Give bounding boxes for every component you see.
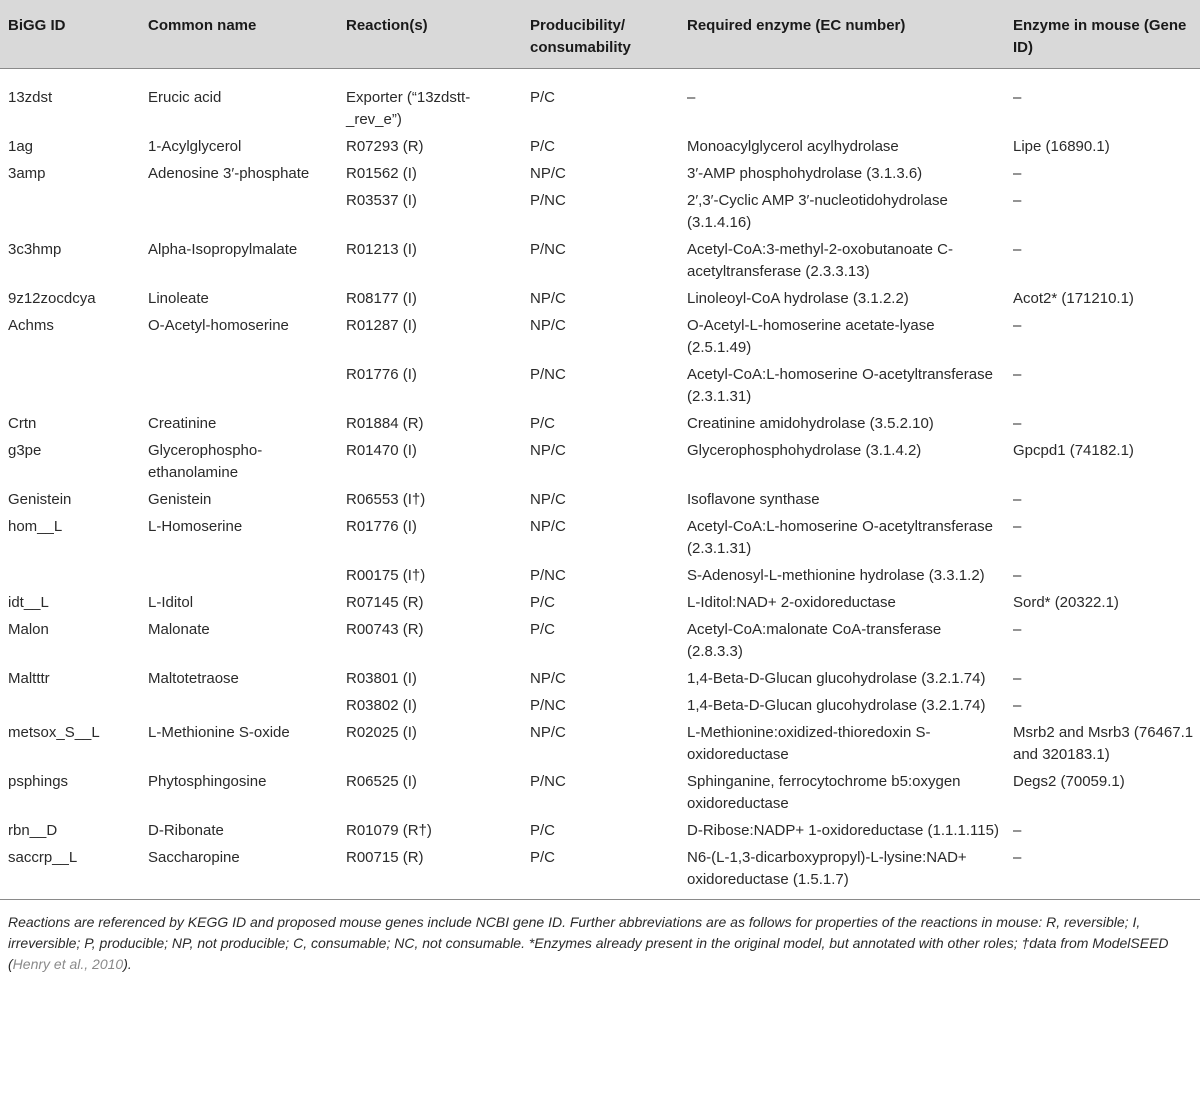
cell-bigg-id: idt__L <box>8 594 49 611</box>
cell-required-enzyme: Acetyl-CoA:L-homoserine O-acetyltransferase (2.3.1.31) <box>687 366 993 405</box>
cell-required-enzyme: N6-(L-1,3-dicarboxypropyl)-L-lysine:NAD+ oxidoreductase (1.5.1.7) <box>679 844 1005 900</box>
table-row <box>0 692 1200 719</box>
cell-mouse-enzyme: – <box>1013 621 1022 638</box>
cell-producibility: P/C <box>530 822 556 839</box>
table-row <box>0 187 1200 236</box>
cell-required-enzyme: Glycerophosphohydrolase (3.1.4.2) <box>687 442 922 459</box>
cell-required-enzyme: 1,4-Beta-D-Glucan glucohydrolase (3.2.1.74) <box>687 670 986 687</box>
table-row <box>0 160 1200 187</box>
cell-required-enzyme: Linoleoyl-CoA hydrolase (3.1.2.2) <box>687 290 909 307</box>
cell-common-name: Linoleate <box>148 290 209 307</box>
cell-reaction: R00715 (R) <box>338 844 522 900</box>
cell-reaction: R01213 (I) <box>346 241 417 258</box>
cell-bigg-id <box>0 562 140 589</box>
cell-common-name: Creatinine <box>148 415 217 432</box>
cell-producibility: NP/C <box>530 290 566 307</box>
table-body <box>0 69 1200 900</box>
cell-mouse-enzyme: – <box>1013 670 1022 687</box>
cell-mouse-enzyme: – <box>1013 697 1022 714</box>
cell-required-enzyme: – <box>687 89 696 106</box>
cell-mouse-enzyme: – <box>1013 317 1022 334</box>
cell-mouse-enzyme: – <box>1013 491 1022 508</box>
footnote-text: Reactions are referenced by KEGG ID and proposed mouse genes include NCBI gene ID. Further abbreviations are as follows for properties of the reactions in mouse: R, reversible; I, irreversible; P, producible; NP, not producible; C, consumable; NC, not consumable. *Enzymes already present in the original model, but annotated with other roles; †data from ModelSEED ( <box>8 914 1169 972</box>
cell-bigg-id <box>0 692 140 719</box>
cell-common-name: Adenosine 3′-phosphate <box>148 165 310 182</box>
cell-mouse-enzyme: – <box>1013 192 1022 209</box>
cell-required-enzyme: Isoflavone synthase <box>687 491 820 508</box>
cell-producibility: P/C <box>530 89 556 106</box>
table-row <box>0 437 1200 486</box>
cell-reaction: R00175 (I†) <box>346 567 426 584</box>
cell-producibility: NP/C <box>530 442 566 459</box>
cell-producibility: NP/C <box>530 724 566 741</box>
cell-reaction: R07293 (R) <box>346 138 424 155</box>
cell-required-enzyme: L-Iditol:NAD+ 2-oxidoreductase <box>687 594 896 611</box>
cell-mouse-enzyme: – <box>1013 366 1022 383</box>
cell-mouse-enzyme: Msrb2 and Msrb3 (76467.1 and 320183.1) <box>1013 724 1194 763</box>
cell-reaction: R03537 (I) <box>346 192 417 209</box>
table-row <box>0 817 1200 844</box>
cell-reaction: R01079 (R†) <box>346 822 432 839</box>
cell-reaction: R03801 (I) <box>346 670 417 687</box>
cell-mouse-enzyme: – <box>1013 518 1022 535</box>
cell-reaction: R06525 (I) <box>346 773 417 790</box>
header-common-name: Common name <box>140 0 338 69</box>
cell-common-name: Glycerophospho-ethanolamine <box>148 442 263 481</box>
cell-producibility: NP/C <box>530 317 566 334</box>
cell-mouse-enzyme: – <box>1013 567 1022 584</box>
cell-reaction: R03802 (I) <box>346 697 417 714</box>
table-row <box>0 285 1200 312</box>
cell-bigg-id: saccrp__L <box>0 844 140 900</box>
cell-bigg-id: Genistein <box>8 491 72 508</box>
cell-reaction: R08177 (I) <box>346 290 417 307</box>
table-row <box>0 486 1200 513</box>
cell-common-name: D-Ribonate <box>148 822 224 839</box>
cell-bigg-id: Maltttr <box>8 670 50 687</box>
cell-bigg-id: 1ag <box>8 138 34 155</box>
table-row <box>0 133 1200 160</box>
cell-producibility: P/NC <box>530 366 566 383</box>
cell-reaction: Exporter (“13zdstt-_rev_e”) <box>346 89 471 128</box>
cell-bigg-id: psphings <box>8 773 69 790</box>
cell-required-enzyme: 1,4-Beta-D-Glucan glucohydrolase (3.2.1.74) <box>687 697 986 714</box>
table-row <box>0 589 1200 616</box>
cell-producibility: P/C <box>530 415 556 432</box>
table-row <box>0 616 1200 665</box>
cell-bigg-id <box>0 361 140 410</box>
table-row <box>0 844 1200 900</box>
cell-mouse-enzyme: – <box>1013 89 1022 106</box>
cell-producibility: P/NC <box>530 697 566 714</box>
cell-bigg-id: hom__L <box>8 518 63 535</box>
table-row <box>0 719 1200 768</box>
cell-required-enzyme: Creatinine amidohydrolase (3.5.2.10) <box>687 415 934 432</box>
cell-bigg-id: 9z12zocdcya <box>8 290 96 307</box>
cell-common-name: Alpha-Isopropylmalate <box>148 241 298 258</box>
header-enzyme-in-mouse: Enzyme in mouse (Gene ID) <box>1005 0 1200 69</box>
header-bigg-id: BiGG ID <box>0 0 140 69</box>
footnote-citation-link[interactable]: Henry et al., 2010 <box>12 956 124 972</box>
cell-bigg-id <box>0 187 140 236</box>
table-footnote <box>0 900 1200 975</box>
cell-required-enzyme: Sphinganine, ferrocytochrome b5:oxygen oxidoreductase <box>687 773 961 812</box>
cell-common-name <box>140 562 338 589</box>
cell-bigg-id: Crtn <box>8 415 37 432</box>
cell-mouse-enzyme: Gpcpd1 (74182.1) <box>1013 442 1134 459</box>
cell-producibility: P/C <box>522 844 679 900</box>
table-row <box>0 665 1200 692</box>
cell-required-enzyme: 3′-AMP phosphohydrolase (3.1.3.6) <box>687 165 923 182</box>
cell-reaction: R06553 (I†) <box>346 491 426 508</box>
cell-mouse-enzyme: Degs2 (70059.1) <box>1013 773 1125 790</box>
cell-bigg-id: metsox_S__L <box>8 724 100 741</box>
cell-common-name: 1-Acylglycerol <box>148 138 242 155</box>
cell-producibility: P/C <box>530 621 556 638</box>
cell-reaction: R01562 (I) <box>346 165 417 182</box>
cell-common-name <box>140 361 338 410</box>
cell-reaction: R01776 (I) <box>346 518 417 535</box>
cell-mouse-enzyme: – <box>1013 822 1022 839</box>
cell-common-name: L-Methionine S-oxide <box>148 724 290 741</box>
cell-required-enzyme: Acetyl-CoA:malonate CoA-transferase (2.8.3.3) <box>687 621 942 660</box>
cell-common-name: Erucic acid <box>148 89 222 106</box>
header-required-enzyme: Required enzyme (EC number) <box>679 0 1005 69</box>
table-row <box>0 312 1200 361</box>
cell-required-enzyme: Acetyl-CoA:3-methyl-2-oxobutanoate C-acetyltransferase (2.3.3.13) <box>687 241 953 280</box>
cell-common-name: O-Acetyl-homoserine <box>148 317 289 334</box>
cell-bigg-id: Achms <box>8 317 54 334</box>
cell-common-name: Malonate <box>148 621 210 638</box>
cell-producibility: P/NC <box>530 567 566 584</box>
cell-common-name <box>140 692 338 719</box>
cell-common-name: Maltotetraose <box>148 670 239 687</box>
cell-mouse-enzyme: Sord* (20322.1) <box>1013 594 1119 611</box>
cell-common-name: L-Iditol <box>148 594 194 611</box>
cell-bigg-id: rbn__D <box>8 822 58 839</box>
cell-bigg-id: Malon <box>8 621 49 638</box>
cell-required-enzyme: 2′,3′-Cyclic AMP 3′-nucleotidohydrolase (3.1.4.16) <box>687 192 948 231</box>
cell-bigg-id: 13zdst <box>8 89 53 106</box>
table-row <box>0 236 1200 285</box>
cell-required-enzyme: S-Adenosyl-L-methionine hydrolase (3.3.1.2) <box>687 567 985 584</box>
header-producibility: Producibility/ consumability <box>522 0 679 69</box>
cell-mouse-enzyme: Lipe (16890.1) <box>1013 138 1110 155</box>
cell-required-enzyme: D-Ribose:NADP+ 1-oxidoreductase (1.1.1.115) <box>687 822 999 839</box>
cell-bigg-id: g3pe <box>8 442 42 459</box>
cell-producibility: P/C <box>530 594 556 611</box>
cell-required-enzyme: Acetyl-CoA:L-homoserine O-acetyltransferase (2.3.1.31) <box>687 518 993 557</box>
cell-mouse-enzyme: – <box>1013 415 1022 432</box>
header-row <box>0 0 1200 69</box>
cell-reaction: R01470 (I) <box>346 442 417 459</box>
cell-bigg-id: 3amp <box>8 165 46 182</box>
table-row <box>0 361 1200 410</box>
cell-common-name: Phytosphingosine <box>148 773 267 790</box>
cell-common-name <box>140 187 338 236</box>
header-reactions: Reaction(s) <box>338 0 522 69</box>
cell-reaction: R02025 (I) <box>346 724 417 741</box>
cell-required-enzyme: L-Methionine:oxidized-thioredoxin S-oxidoreductase <box>687 724 931 763</box>
cell-mouse-enzyme: – <box>1013 241 1022 258</box>
cell-producibility: P/NC <box>530 192 566 209</box>
cell-common-name: Genistein <box>148 491 212 508</box>
table-row <box>0 69 1200 134</box>
cell-producibility: P/C <box>530 138 556 155</box>
cell-producibility: NP/C <box>530 670 566 687</box>
cell-required-enzyme: O-Acetyl-L-homoserine acetate-lyase (2.5.1.49) <box>687 317 935 356</box>
table-row <box>0 410 1200 437</box>
cell-reaction: R00743 (R) <box>346 621 424 638</box>
cell-reaction: R07145 (R) <box>346 594 424 611</box>
table-row <box>0 768 1200 817</box>
cell-producibility: NP/C <box>530 518 566 535</box>
cell-reaction: R01884 (R) <box>346 415 424 432</box>
cell-mouse-enzyme: Acot2* (171210.1) <box>1013 290 1134 307</box>
cell-producibility: NP/C <box>530 165 566 182</box>
cell-common-name: Saccharopine <box>140 844 338 900</box>
footnote-end: ). <box>123 956 132 972</box>
cell-mouse-enzyme: – <box>1005 844 1200 900</box>
cell-producibility: P/NC <box>530 241 566 258</box>
cell-mouse-enzyme: – <box>1013 165 1022 182</box>
cell-common-name: L-Homoserine <box>148 518 243 535</box>
cell-producibility: NP/C <box>530 491 566 508</box>
cell-reaction: R01776 (I) <box>346 366 417 383</box>
cell-required-enzyme: Monoacylglycerol acylhydrolase <box>687 138 899 155</box>
cell-bigg-id: 3c3hmp <box>8 241 62 258</box>
table-row <box>0 513 1200 562</box>
cell-producibility: P/NC <box>530 773 566 790</box>
table-row <box>0 562 1200 589</box>
cell-reaction: R01287 (I) <box>346 317 417 334</box>
